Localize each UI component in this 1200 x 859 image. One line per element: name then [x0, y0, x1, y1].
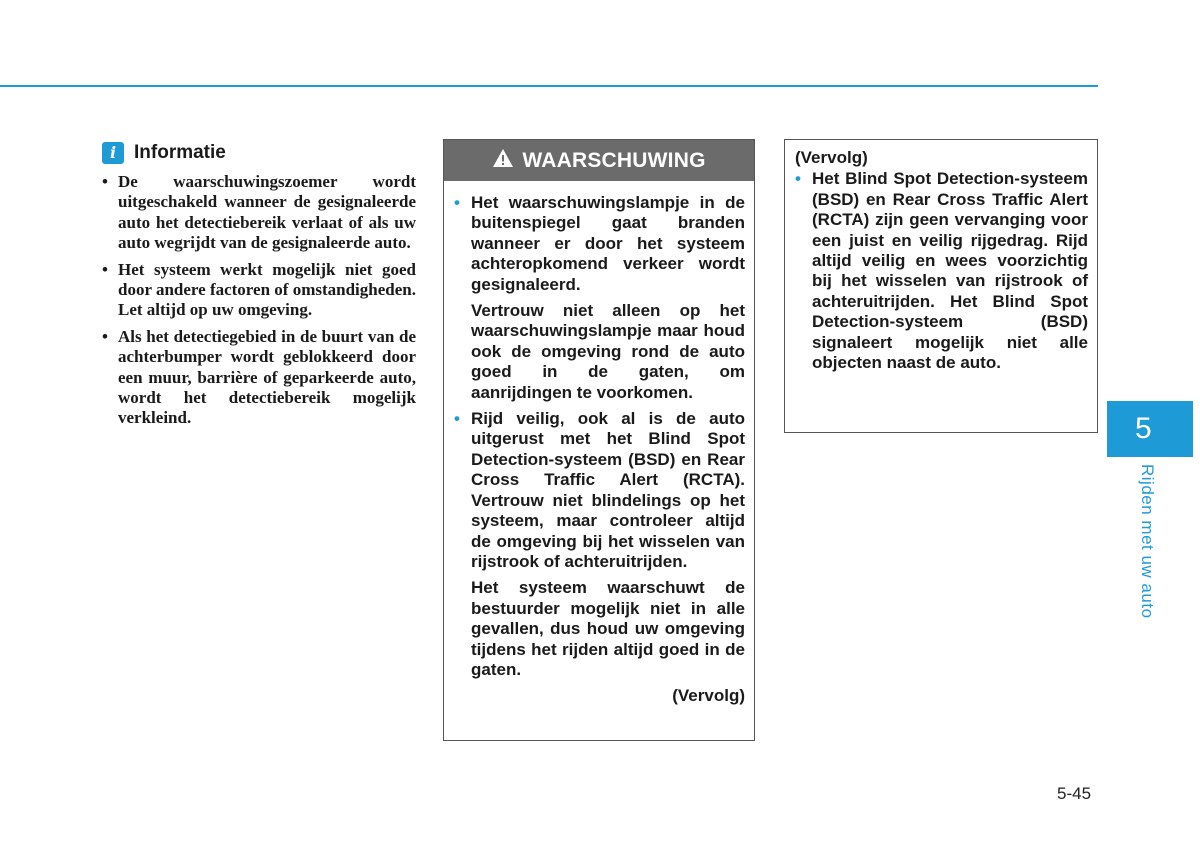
continued-paragraph: • Het Blind Spot Detection-systeem (BSD) en Rear Cross Traffic Alert (RCTA) zijn geen vervanging voor een juist en veilig rijgedrag. Rijd altijd veilig en wees voorzichtig bij het wisselen van rijstrook of achteruitrijden. Het Blind Spot Detection-systeem (BSD) signaleert mogelijk niet alle objecten naast de auto. — [795, 169, 1088, 373]
warning-paragraph: • Rijd veilig, ook al is de auto uitgerust met het Blind Spot Detection-systeem (BSD) en Rear Cross Traffic Alert (RCTA). Vertrouw niet blindelings op het systeem, maar controleer altijd de omgeving bij het wisselen van rijstrook of achteruitrijden. — [454, 409, 745, 572]
info-section — [102, 142, 416, 435]
warning-paragraph: • Het waarschuwingslampje in de buitenspiegel gaat branden wanneer er door het systeem achteropkomend verkeer wordt gesignaleerd. — [454, 193, 745, 295]
chapter-number-tab: 5 — [1107, 401, 1193, 457]
warning-paragraph: Vertrouw niet alleen op het waarschuwingslampje maar houd ook de omgeving rond de auto goed in de gaten, om aanrijdingen te voorkomen. — [471, 301, 745, 402]
continued-label: (Vervolg) — [672, 686, 745, 706]
top-rule — [0, 85, 1098, 87]
info-item: • De waarschuwingszoemer wordt uitgeschakeld wanneer de gesignaleerde auto het detectiebereik verlaat of als uw auto wegrijdt van de gesignaleerde auto. — [102, 172, 416, 254]
chapter-label: Rijden met uw auto — [1138, 464, 1157, 619]
warning-paragraph: Het systeem waarschuwt de bestuurder mogelijk niet in alle gevallen, dus houd uw omgeving tijdens het rijden altijd goed in de gaten. — [471, 578, 745, 679]
warning-title: WAARSCHUWING — [522, 148, 706, 172]
warning-body — [444, 181, 754, 707]
info-item: • Als het detectiegebied in de buurt van de achterbumper wordt geblokkeerd door een muur, barrière of geparkeerde auto, wordt het detectiebereik mogelijk verkleind. — [102, 327, 416, 429]
warning-header — [444, 140, 754, 181]
page-number: 5-45 — [1057, 784, 1092, 803]
warning-box — [443, 139, 755, 741]
info-item: • Het systeem werkt mogelijk niet goed door andere factoren of omstandigheden. Let altijd op uw omgeving. — [102, 260, 416, 321]
info-header — [102, 142, 416, 164]
info-icon: i — [102, 142, 124, 164]
continued-box — [784, 139, 1098, 433]
info-title: Informatie — [134, 142, 226, 163]
continued-heading: (Vervolg) — [795, 148, 868, 167]
warning-triangle-icon — [492, 148, 514, 174]
info-list — [102, 172, 416, 429]
